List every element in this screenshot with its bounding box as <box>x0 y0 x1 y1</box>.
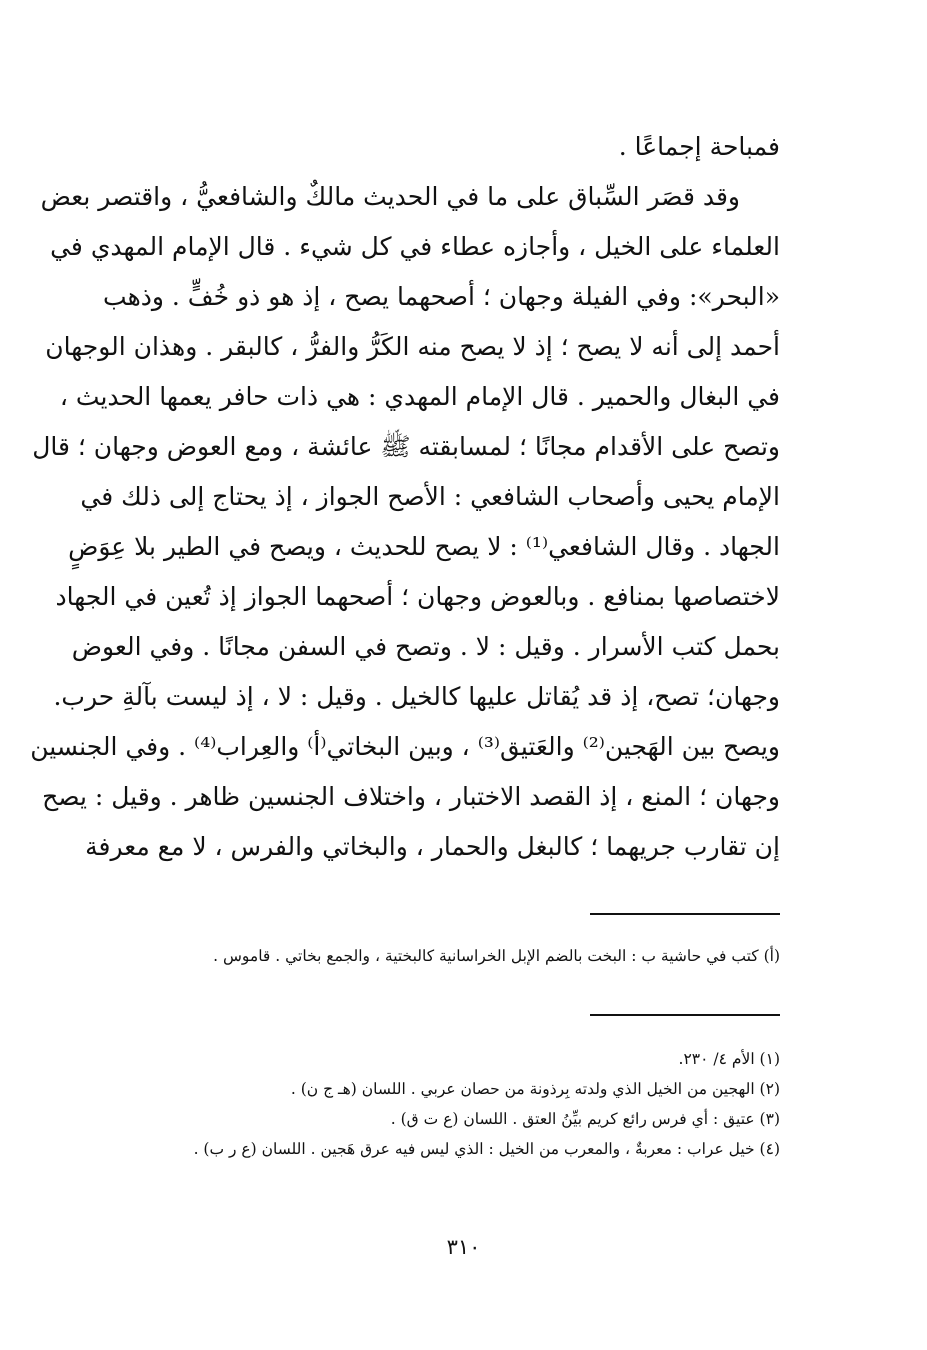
text-line: بحمل كتب الأسرار . وقيل : لا . وتصح في السفن مجانًا . وفي العوض <box>71 632 780 661</box>
text-line: وجهان؛ تصح، إذ قد يُقاتل عليها كالخيل . وقيل : لا ، إذ ليست بآلةِ حرب. <box>53 682 780 711</box>
footnote: (٢) الهجين من الخيل الذي ولدته بِرذونة من حصان عربي . اللسان (هـ ج ن) . <box>290 1080 780 1098</box>
marginal-note-block <box>118 942 780 970</box>
footnote-divider <box>590 913 780 915</box>
text-line: وجهان ؛ المنع ، إذ القصد الاختبار ، واختلاف الجنسين ظاهر . وقيل : يصح <box>42 782 780 811</box>
marginal-note: (أ) كتب في حاشية ب : البخت بالضم الإبل الخراسانية كالبختية ، والجمع بخاتي . قاموس . <box>213 947 780 965</box>
text-line: وتصح على الأقدام مجانًا ؛ لمسابقته ﷺ عائشة ، ومع العوض وجهان ؛ قال <box>32 432 780 461</box>
footnotes-block <box>118 1044 780 1164</box>
text-line: لاختصاصها بمنافع . وبالعوض وجهان ؛ أصحهما الجواز إذ تُعين في الجهاد <box>55 582 780 611</box>
footnote: (٣) عتيق : أي فرس رائع كريم بيِّنُ العتق . اللسان (ع ت ق) . <box>390 1110 780 1128</box>
text-line: وقد قصَر السِّباق على ما في الحديث مالكٌ والشافعيُّ ، واقتصر بعض <box>40 182 740 211</box>
text-line: الإمام يحيى وأصحاب الشافعي : الأصح الجواز ، إذ يحتاج إلى ذلك في <box>80 482 780 511</box>
text-line: الجهاد . وقال الشافعي⁽¹⁾ : لا يصح للحديث ، ويصح في الطير بلا عِوَضٍ <box>68 532 780 561</box>
text-line: ويصح بين الهَجين⁽²⁾ والعَتيق⁽³⁾ ، وبين البخاتي⁽أ⁾ والعِراب⁽⁴⁾ . وفي الجنسين <box>30 732 780 761</box>
text-line: «البحر»: وفي الفيلة وجهان ؛ أصحهما يصح ، إذ هو ذو خُفٍّ . وذهب <box>103 282 780 311</box>
footnote: (٤) خيل عراب : معربةٌ ، والمعرب من الخيل : الذي ليس فيه عرق هَجين . اللسان (ع ر ب) . <box>193 1140 780 1158</box>
text-line: فمباحة إجماعًا . <box>618 132 780 161</box>
footnote: (١) الأم ٤/ ٢٣٠. <box>678 1050 780 1068</box>
main-text <box>30 122 780 872</box>
text-line: في البغال والحمير . قال الإمام المهدي : هي ذات حافر يعمها الحديث ، <box>59 382 780 411</box>
footnote-divider <box>590 1014 780 1016</box>
page-number: ٣١٠ <box>446 1235 481 1259</box>
text-line: العلماء على الخيل ، وأجازه عطاء في كل شيء . قال الإمام المهدي في <box>50 232 780 261</box>
text-line: إن تقارب جريهما ؛ كالبغل والحمار ، والبخاتي والفرس ، لا مع معرفة <box>85 832 780 861</box>
text-line: أحمد إلى أنه لا يصح ؛ إذ لا يصح منه الكَرُّ والفرُّ ، كالبقر . وهذان الوجهان <box>45 332 780 361</box>
